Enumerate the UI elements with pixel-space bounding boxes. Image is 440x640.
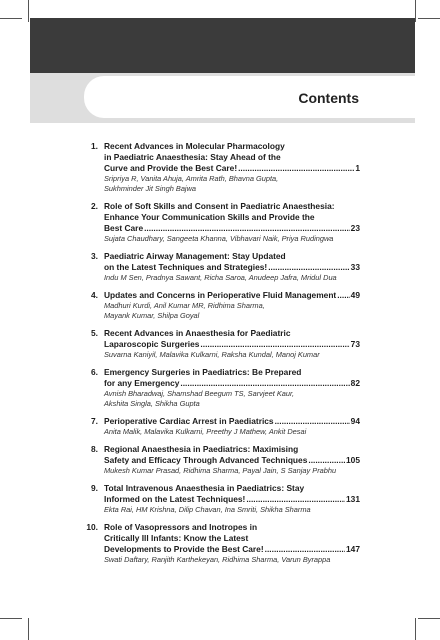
crop-mark [415, 618, 416, 640]
toc-entry-leader-line [104, 290, 360, 301]
toc-entry[interactable] [82, 251, 360, 283]
header-title-tab [84, 76, 415, 118]
toc-entry-authors: Madhuri Kurdi, Anil Kumar MR, Ridhima Sharma, [104, 301, 265, 310]
crop-mark [415, 0, 416, 22]
dot-leader [337, 290, 349, 301]
dot-leader [265, 544, 345, 555]
table-of-contents [82, 141, 360, 572]
toc-entry-authors: Mukesh Kumar Prasad, Ridhima Sharma, Payal Jain, S Sanjay Prabhu [104, 466, 337, 475]
toc-entry-number: 8. [91, 444, 98, 454]
toc-entry-title-line: Paediatric Airway Management: Stay Updated [104, 251, 286, 261]
toc-entry-title-last: Curve and Provide the Best Care! [104, 163, 238, 173]
toc-entry-title-line: Emergency Surgeries in Paediatrics: Be Prepared [104, 367, 302, 377]
toc-entry-page-number: 23 [350, 223, 360, 233]
toc-entry-number: 6. [91, 367, 98, 377]
toc-entry[interactable] [82, 444, 360, 476]
toc-entry[interactable] [82, 141, 360, 194]
toc-entry-page-number: 147 [346, 544, 360, 554]
toc-entry[interactable] [82, 522, 360, 565]
toc-entry-number: 9. [91, 483, 98, 493]
toc-entry-leader-line [104, 494, 360, 505]
crop-mark [28, 0, 29, 22]
toc-entry-authors: Sripriya R, Vanita Ahuja, Amrita Rath, Bhavna Gupta, [104, 174, 279, 183]
toc-entry-number: 4. [91, 290, 98, 300]
dot-leader [180, 378, 349, 389]
toc-entry-title-line: Total Intravenous Anaesthesia in Paediatrics: Stay [104, 483, 305, 493]
toc-entry-number: 3. [91, 251, 98, 261]
dot-leader [275, 416, 350, 427]
toc-entry[interactable] [82, 416, 360, 437]
toc-entry-title-last: Informed on the Latest Techniques! [104, 494, 246, 504]
toc-entry-leader-line [104, 378, 360, 389]
toc-entry-title-line: Role of Vasopressors and Inotropes in [104, 522, 258, 532]
toc-entry-authors: Sujata Chaudhary, Sangeeta Khanna, Vibhavari Naik, Priya Rudingwa [104, 234, 334, 243]
toc-entry-title-line: Critically Ill Infants: Know the Latest [104, 533, 249, 543]
toc-entry-authors: Mayank Kumar, Shilpa Goyal [104, 311, 200, 320]
toc-entry-title-line: Role of Soft Skills and Consent in Paediatric Anaesthesia: [104, 201, 335, 211]
toc-entry-title-last: Laparoscopic Surgeries [104, 339, 200, 349]
dot-leader [238, 163, 354, 174]
toc-entry-authors: Ekta Rai, HM Krishna, Dilip Chavan, Ina Smriti, Shikha Sharma [104, 505, 311, 514]
toc-entry-title-line: in Paediatric Anaesthesia: Stay Ahead of the [104, 152, 281, 162]
toc-entry-authors: Akshita Singla, Shikha Gupta [104, 399, 200, 408]
dot-leader [246, 494, 345, 505]
toc-entry[interactable] [82, 328, 360, 360]
toc-entry-authors: Anita Malik, Malavika Kulkarni, Preethy J Mathew, Ankit Desai [104, 427, 307, 436]
toc-entry-number: 10. [86, 522, 98, 532]
toc-entry-number: 5. [91, 328, 98, 338]
toc-entry-title-last: Safety and Efficacy Through Advanced Techniques [104, 455, 308, 465]
crop-mark [418, 618, 440, 619]
toc-entry-authors: Indu M Sen, Pradnya Sawant, Richa Saroa, Anudeep Jafra, Mridul Dua [104, 273, 337, 282]
toc-entry-page-number: 33 [350, 262, 360, 272]
toc-entry[interactable] [82, 367, 360, 409]
toc-entry-title-last: on the Latest Techniques and Strategies! [104, 262, 268, 272]
toc-entry-page-number: 105 [346, 455, 360, 465]
dot-leader [200, 339, 349, 350]
toc-entry-title-last: Perioperative Cardiac Arrest in Paediatrics [104, 416, 274, 426]
toc-entry-page-number: 131 [346, 494, 360, 504]
toc-entry-authors: Sukhminder Jit Singh Bajwa [104, 184, 197, 193]
crop-mark [418, 18, 440, 19]
toc-entry-title-line: Recent Advances in Anaesthesia for Paediatric [104, 328, 291, 338]
page-title: Contents [298, 90, 359, 106]
toc-entry-page-number: 82 [350, 378, 360, 388]
toc-entry-page-number: 94 [350, 416, 360, 426]
crop-mark [28, 618, 29, 640]
toc-entry-page-number: 1 [355, 163, 360, 173]
dot-leader [268, 262, 349, 273]
toc-entry-title-last: Best Care [104, 223, 144, 233]
toc-entry-leader-line [104, 339, 360, 350]
toc-entry-number: 7. [91, 416, 98, 426]
toc-entry[interactable] [82, 290, 360, 321]
toc-entry-leader-line [104, 455, 360, 466]
toc-entry-leader-line [104, 223, 360, 234]
toc-entry-leader-line [104, 163, 360, 174]
crop-mark [0, 618, 22, 619]
toc-entry-title-last: for any Emergency [104, 378, 180, 388]
crop-mark [0, 18, 22, 19]
toc-entry-leader-line [104, 262, 360, 273]
toc-entry-title-last: Developments to Provide the Best Care! [104, 544, 264, 554]
toc-entry-authors: Suvarna Kaniyil, Malavika Kulkarni, Raksha Kundal, Manoj Kumar [104, 350, 320, 359]
toc-entry-authors: Swati Daftary, Ranjith Karthekeyan, Ridhima Sharma, Varun Byrappa [104, 555, 331, 564]
toc-entry[interactable] [82, 201, 360, 244]
toc-entry-title-line: Recent Advances in Molecular Pharmacology [104, 141, 285, 151]
header-band-dark [30, 18, 415, 73]
dot-leader [308, 455, 345, 466]
toc-entry-leader-line [104, 416, 360, 427]
toc-entry-title-line: Regional Anaesthesia in Paediatrics: Maximising [104, 444, 299, 454]
toc-entry-title-line: Enhance Your Communication Skills and Provide the [104, 212, 315, 222]
toc-entry-leader-line [104, 544, 360, 555]
toc-entry[interactable] [82, 483, 360, 515]
toc-entry-page-number: 49 [350, 290, 360, 300]
toc-entry-page-number: 73 [350, 339, 360, 349]
toc-entry-authors: Avnish Bharadwaj, Shamshad Beegum TS, Sarvjeet Kaur, [104, 389, 295, 398]
dot-leader [144, 223, 350, 234]
toc-entry-number: 1. [91, 141, 98, 151]
toc-entry-number: 2. [91, 201, 98, 211]
toc-entry-title-last: Updates and Concerns in Perioperative Fluid Management [104, 290, 337, 300]
